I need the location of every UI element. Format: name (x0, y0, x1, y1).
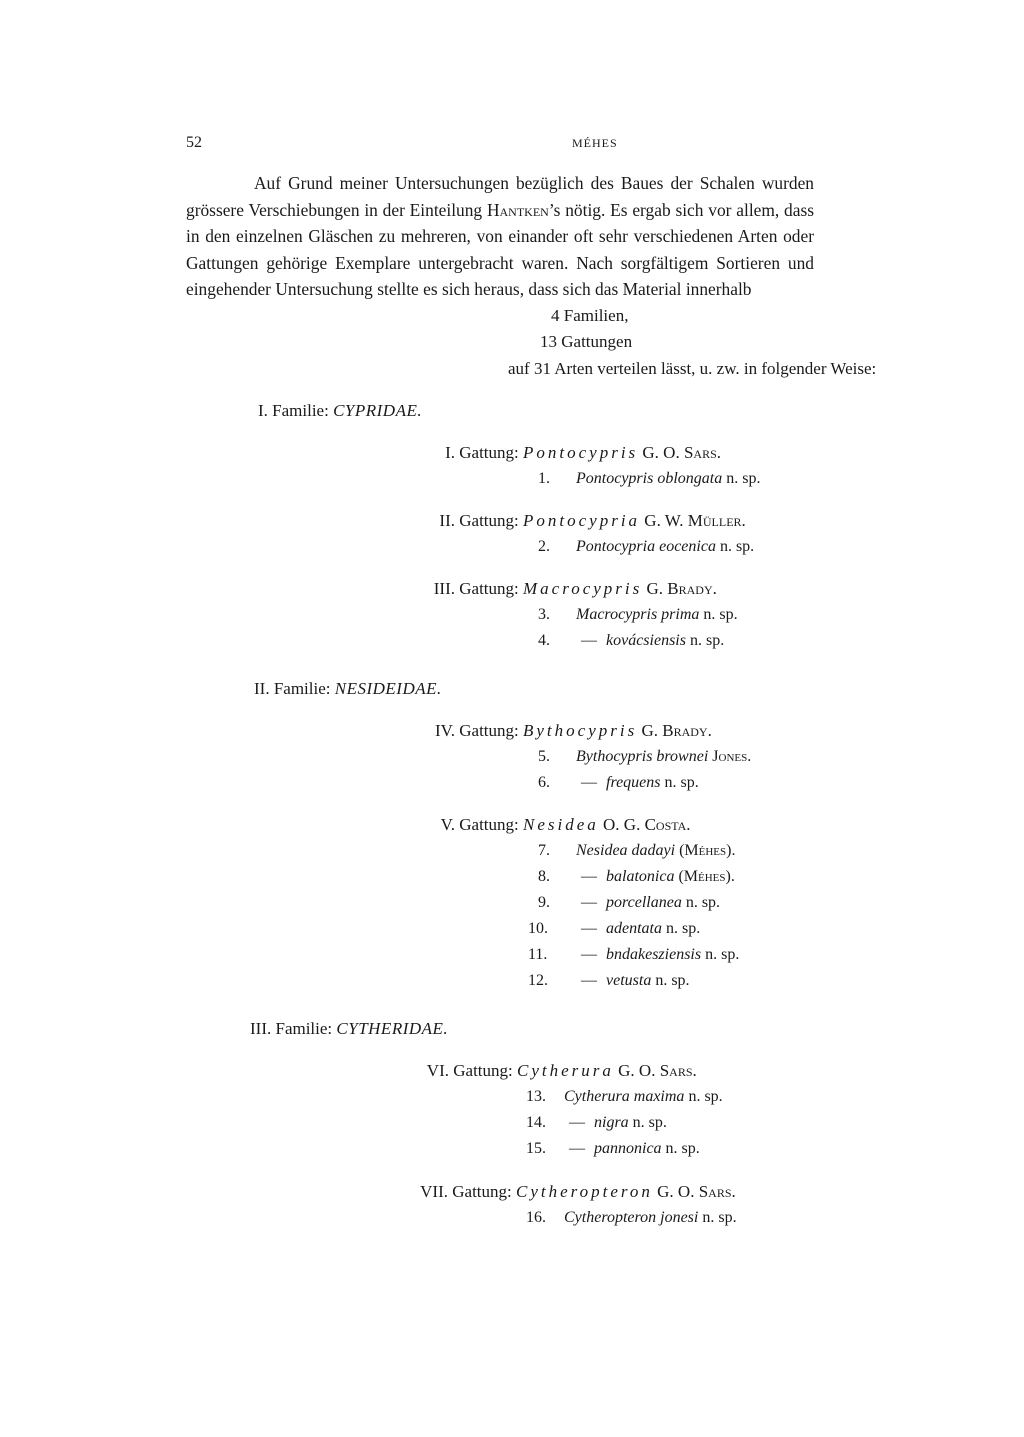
genus-roman: IV. (435, 721, 455, 740)
family-label: I. Familie: (258, 401, 329, 420)
species-dash: — (569, 1114, 585, 1131)
family-label: II. Familie: (254, 679, 331, 698)
species-name: Cytheropteron jonesi (564, 1209, 699, 1226)
summary-families: 4 Familien, (551, 306, 629, 325)
genus-name: Cytherura (517, 1061, 614, 1080)
species-name: pannonica (594, 1140, 662, 1157)
genus-heading (417, 579, 717, 599)
species-authority: n. sp. (685, 894, 721, 911)
genus-roman: V. (440, 815, 455, 834)
genus-authority: G. O. Sars. (618, 1061, 697, 1080)
species-authority: n. sp. (665, 1140, 700, 1157)
species-number: 3. (538, 606, 550, 623)
genus-authority: G. W. Müller. (644, 511, 746, 530)
species-name: porcellanea (606, 894, 682, 911)
species-number: 11. (528, 946, 548, 963)
species-dash: — (581, 946, 597, 963)
species-dash: — (581, 632, 597, 649)
species-dash: — (581, 920, 597, 937)
species-number: 5. (538, 748, 550, 765)
family-name: CYPRIDAE. (333, 401, 423, 420)
species-name: Pontocypris oblongata (576, 470, 723, 487)
gattung-label: Gattung: (453, 1061, 513, 1080)
family-heading (250, 1019, 448, 1039)
summary-genera: 13 Gattungen (540, 332, 633, 351)
family-name: CYTHERIDAE. (336, 1019, 449, 1038)
genus-roman: III. (433, 579, 455, 598)
genus-name: Bythocypris (523, 721, 638, 740)
species-number: 10. (528, 920, 548, 937)
species-number: 4. (538, 632, 550, 649)
species-name: adentata (606, 920, 662, 937)
gattung-label: Gattung: (459, 443, 519, 462)
species-entry (538, 774, 699, 792)
species-entry (538, 632, 724, 650)
species-authority: n. sp. (689, 632, 725, 649)
species-authority: n. sp. (726, 470, 761, 487)
species-name: kovácsiensis (606, 632, 686, 649)
species-name: Pontocypria eocenica (576, 538, 716, 555)
family-heading (254, 679, 442, 699)
species-authority: n. sp. (688, 1088, 723, 1105)
species-dash: — (569, 1140, 585, 1157)
species-entry (538, 538, 754, 556)
genus-heading (417, 511, 746, 531)
species-authority: n. sp. (705, 946, 740, 963)
species-number: 13. (526, 1088, 546, 1105)
species-authority: n. sp. (655, 972, 690, 989)
gattung-label: Gattung: (452, 1182, 512, 1201)
family-label: III. Familie: (250, 1019, 333, 1038)
page-number: 52 (186, 134, 202, 151)
species-name: Macrocypris prima (576, 606, 700, 623)
genus-heading (417, 815, 691, 835)
species-name: bndakesziensis (606, 946, 702, 963)
genus-authority: G. O. Sars. (657, 1182, 736, 1201)
genus-authority: G. Brady. (641, 721, 712, 740)
genus-name: Macrocypris (523, 579, 643, 598)
genus-name: Nesidea (523, 815, 599, 834)
species-authority: (Méhes). (678, 868, 735, 885)
species-authority: n. sp. (702, 1209, 737, 1226)
species-number: 2. (538, 538, 550, 555)
genus-authority: G. Brady. (646, 579, 717, 598)
species-entry (538, 470, 760, 488)
author-name: Hantken (486, 199, 549, 220)
species-entry (528, 920, 700, 938)
genus-name: Pontocypria (523, 511, 641, 530)
genus-heading (402, 1182, 736, 1202)
gattung-label: Gattung: (459, 511, 519, 530)
species-number: 9. (538, 894, 550, 911)
species-name: vetusta (606, 972, 652, 989)
species-entry (538, 842, 735, 860)
family-heading (258, 401, 422, 421)
species-number: 8. (538, 868, 550, 885)
genus-roman: I. (445, 443, 455, 462)
species-authority: n. sp. (632, 1114, 667, 1131)
gattung-label: Gattung: (459, 721, 519, 740)
family-name: NESIDEIDAE. (334, 679, 442, 698)
species-entry (528, 972, 690, 990)
species-name: Cytherura maxima (564, 1088, 685, 1105)
species-number: 1. (538, 470, 550, 487)
summary-species: auf 31 Arten verteilen lässt, u. zw. in folgender Weise: (508, 359, 877, 378)
species-name: Nesidea dadayi (576, 842, 676, 859)
species-authority: n. sp. (666, 920, 701, 937)
intro-paragraph (186, 170, 814, 303)
species-entry (538, 868, 735, 886)
species-entry (526, 1114, 667, 1132)
genus-roman: VI. (426, 1061, 449, 1080)
species-number: 6. (538, 774, 550, 791)
species-entry (538, 894, 720, 912)
genus-authority: O. G. Costa. (603, 815, 691, 834)
genus-name: Pontocypris (523, 443, 639, 462)
species-number: 14. (526, 1114, 546, 1131)
species-authority: n. sp. (664, 774, 699, 791)
paragraph-text-2: ’s nötig. Es ergab sich vor allem, dass in den einzelnen Gläschen zu mehreren, von einander oft sehr verschiedenen Arten oder Gattungen gehörige Exemplare untergebracht waren. Nach sorgfältigem Sortieren und eingehender Untersuchung stellte es sich heraus, dass sich das Material innerhalb (186, 199, 815, 299)
species-entry (526, 1088, 723, 1106)
species-name: nigra (594, 1114, 629, 1131)
species-name: Bythocypris brownei (576, 748, 709, 765)
species-dash: — (581, 868, 597, 885)
species-name: frequens (606, 774, 661, 791)
running-title: MÉHES (572, 136, 618, 150)
genus-roman: II. (439, 511, 455, 530)
genus-heading (409, 1061, 697, 1081)
species-entry (538, 606, 738, 624)
paragraph-text-1: Auf Grund meiner Untersuchungen bezüglich des Baues der Schalen wurden grössere Verschiebungen in der Einteilung (186, 173, 814, 220)
species-entry (528, 946, 739, 964)
species-entry (538, 748, 751, 766)
genus-authority: G. O. Sars. (642, 443, 722, 462)
species-dash: — (581, 972, 597, 989)
species-number: 12. (528, 972, 548, 989)
species-number: 7. (538, 842, 550, 859)
species-dash: — (581, 894, 597, 911)
species-authority: Jones. (712, 748, 752, 765)
species-number: 16. (526, 1209, 546, 1226)
species-authority: n. sp. (719, 538, 755, 555)
gattung-label: Gattung: (459, 579, 519, 598)
genus-roman: VII. (420, 1182, 448, 1201)
species-name: balatonica (606, 868, 675, 885)
gattung-label: Gattung: (459, 815, 519, 834)
species-authority: (Méhes). (679, 842, 736, 859)
genus-heading (417, 443, 721, 463)
species-entry (526, 1140, 700, 1158)
species-number: 15. (526, 1140, 546, 1157)
species-entry (526, 1209, 737, 1227)
genus-name: Cytheropteron (516, 1182, 653, 1201)
species-dash: — (581, 774, 597, 791)
species-authority: n. sp. (703, 606, 738, 623)
genus-heading (414, 721, 712, 741)
